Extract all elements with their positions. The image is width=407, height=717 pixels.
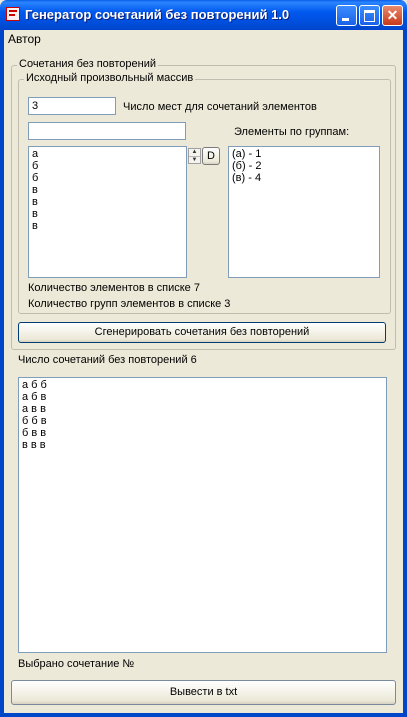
groups-label: Элементы по группам: (234, 126, 350, 138)
element-spin-control[interactable] (188, 148, 201, 164)
app-icon (6, 7, 20, 21)
generate-button[interactable]: Сгенерировать сочетания без повторений (18, 322, 386, 343)
delete-element-button[interactable]: D (202, 147, 220, 165)
places-input[interactable] (28, 97, 116, 115)
window-title: Генератор сочетаний без повторений 1.0 (25, 7, 290, 22)
window-frame-left (0, 30, 4, 717)
list-item[interactable]: (в) - 4 (232, 172, 262, 184)
elements-count-label: Количество элементов в списке 7 (28, 282, 200, 294)
groups-count-label: Количество групп элементов в списке 3 (28, 298, 231, 310)
minimize-button[interactable] (336, 5, 357, 26)
list-item[interactable]: (а) - 1 (232, 148, 262, 160)
list-item[interactable]: (б) - 2 (232, 160, 262, 172)
new-element-input[interactable] (28, 122, 186, 140)
menu-author[interactable]: Автор (8, 32, 41, 46)
list-item[interactable]: в (32, 208, 38, 220)
list-item[interactable]: в (32, 220, 38, 232)
close-icon: ✕ (386, 7, 399, 23)
groups-listbox[interactable] (228, 146, 380, 278)
list-item[interactable]: б (32, 160, 39, 172)
spin-up-icon[interactable]: ▲ (189, 149, 200, 157)
list-item[interactable]: б в в (22, 427, 47, 439)
export-txt-button[interactable]: Вывести в txt (11, 680, 396, 705)
list-item[interactable]: а б б (22, 379, 47, 391)
source-groupbox-legend: Исходный произвольный массив (26, 72, 194, 84)
list-item[interactable]: а б в (22, 391, 47, 403)
menu-bar (4, 30, 403, 48)
list-item[interactable]: в (32, 196, 38, 208)
spin-down-icon[interactable]: ▼ (191, 157, 198, 163)
list-item[interactable]: в (32, 184, 38, 196)
list-item[interactable]: б (32, 172, 39, 184)
main-groupbox-legend: Сочетания без повторений (19, 58, 157, 70)
list-item[interactable]: а (32, 148, 39, 160)
maximize-button[interactable] (359, 5, 380, 26)
list-item[interactable]: в в в (22, 439, 46, 451)
window-frame-right (403, 30, 407, 717)
title-bar[interactable] (0, 0, 407, 30)
close-button[interactable] (382, 5, 403, 26)
selected-combination-label: Выбрано сочетание № (18, 658, 135, 670)
list-item[interactable]: а в в (22, 403, 46, 415)
list-item[interactable]: б б в (22, 415, 47, 427)
elements-listbox[interactable] (28, 146, 187, 278)
combinations-count-label: Число сочетаний без повторений 6 (18, 354, 197, 366)
combinations-listbox[interactable] (18, 377, 387, 653)
window-frame-bottom (0, 713, 407, 717)
places-label: Число мест для сочетаний элементов (123, 101, 317, 113)
